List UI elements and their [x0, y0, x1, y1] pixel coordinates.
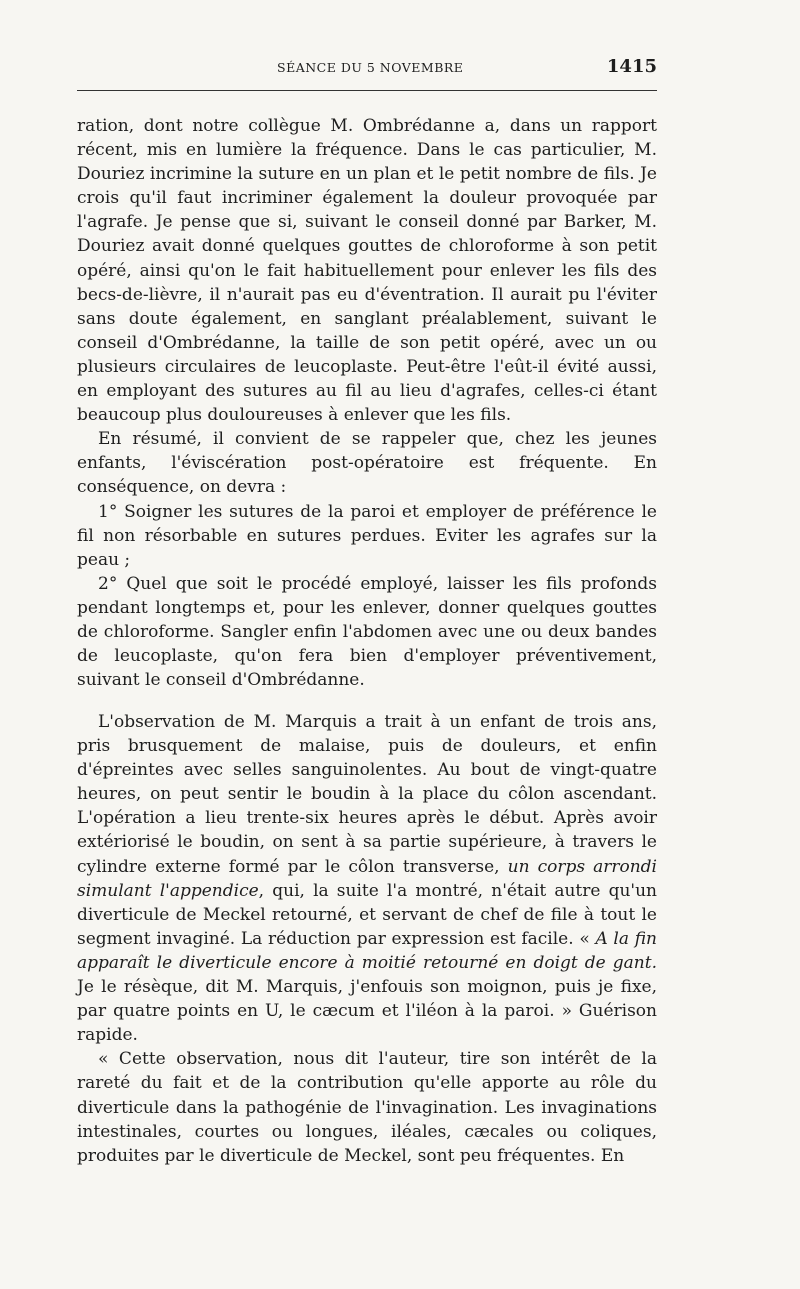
italic-text: un corps arrondi simulant l'appendice [77, 856, 657, 901]
paragraph: En résumé, il convient de se rappeler que, chez les jeunes enfants, l'éviscération post-opératoire est fréquente. En conséquence, on devra : [77, 429, 657, 498]
running-title: SÉANCE DU 5 NOVEMBRE [277, 60, 464, 75]
paragraph: « Cette observation, nous dit l'auteur, tire son intérêt de la rareté du fait et de la contribution qu'elle apporte au rôle du diverticule dans la pathogénie de l'invagination. Les invaginations intestinales, courtes ou longues, iléales, cæcales ou coliques, produites par le diverticule de Meckel, sont peu fréquentes. En [77, 1049, 657, 1166]
text-run: L'observation de M. Marquis a trait à un enfant de trois ans, pris brusquement de malaise, puis de douleurs, et enfin d'épreintes avec selles sanguinolentes. Au bout de vingt-quatre heures, on peut sentir le boudin à la place du côlon ascendant. L'opération a lieu trente-six heures après le début. Après avoir extériorisé le boudin, on sent à sa partie supérieure, à travers le cylindre externe formé par le côlon transverse, [77, 712, 657, 877]
section-2 [77, 710, 657, 1168]
section-1 [77, 114, 657, 692]
page-number: 1415 [606, 56, 657, 77]
italic-text: A la fin apparaît le diverticule encore à moitié retourné en doigt de gant. [77, 928, 657, 973]
paragraph [77, 710, 657, 1047]
paragraph: ration, dont notre collègue M. Ombrédanne a, dans un rapport récent, mis en lumière la fréquence. Dans le cas particulier, M. Douriez incrimine la suture en un plan et le petit nombre de fils. Je crois qu'il faut incriminer également la douleur provoquée par l'agrafe. Je pense que si, suivant le conseil donné par Barker, M. Douriez avait donné quelques gouttes de chloroforme à son petit opéré, ainsi qu'on le fait habituellement pour enlever les fils des becs-de-lièvre, il n'aurait pas eu d'éventration. Il aurait pu l'éviter sans doute également, en sanglant préalablement, suivant le conseil d'Ombrédanne, la taille de son petit opéré, avec un ou plusieurs circulaires de leucoplaste. Peut-être l'eût-il évité aussi, en employant des sutures au fil au lieu d'agrafes, celles-ci étant beaucoup plus douloureuses à enlever que les fils. [77, 116, 657, 426]
list-item: 2° Quel que soit le procédé employé, laisser les fils profonds pendant longtemps et, pour les enlever, donner quelques gouttes de chloroforme. Sangler enfin l'abdomen avec une ou deux bandes de leucoplaste, qu'on fera bien d'employer préventivement, suivant le conseil d'Ombrédanne. [77, 573, 657, 691]
text-run: Je le résèque, dit M. Marquis, j'enfouis son moignon, puis je fixe, par quatre points en U, le cæcum et l'iléon à la paroi. » Guérison rapide. [77, 977, 657, 1046]
list-item: 1° Soigner les sutures de la paroi et employer de préférence le fil non résorbable en sutures perdues. Eviter les agrafes sur la peau ; [77, 501, 657, 570]
header-rule [77, 90, 657, 91]
text-run: , qui, la suite l'a montré, n'était autre qu'un diverticule de Meckel retourné, et servant de chef de file à tout le segment invaginé. La réduction par expression est facile. « [77, 880, 657, 949]
page-header [77, 56, 657, 78]
